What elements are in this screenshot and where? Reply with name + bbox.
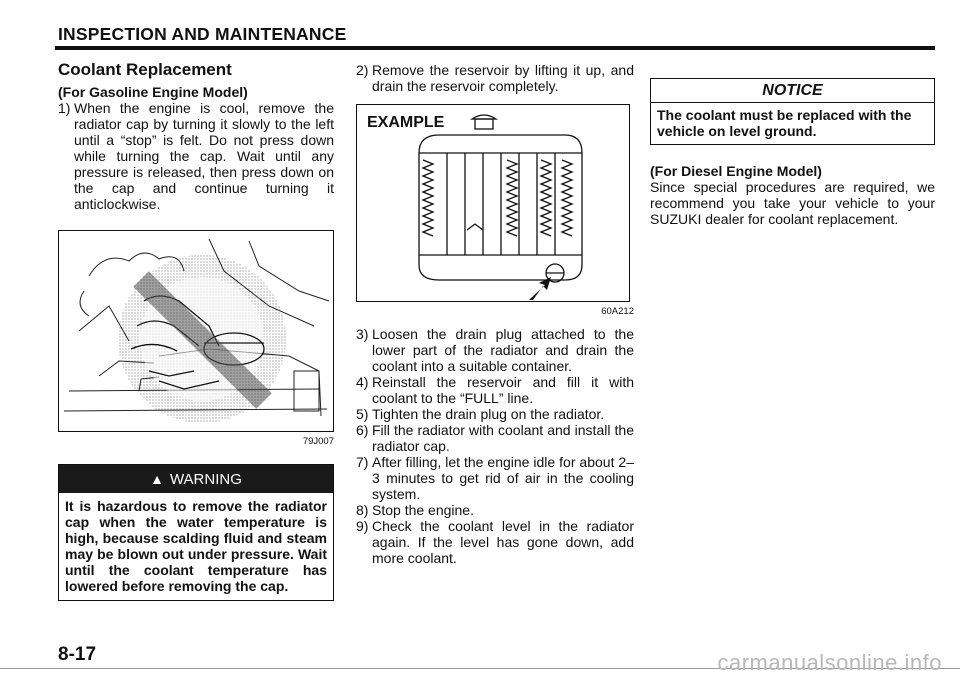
step-list [58, 100, 334, 212]
step-number: 2) [356, 62, 369, 78]
step-text: After filling, let the engine idle for about 2–3 minutes to get rid of air in the cooling system. [372, 454, 634, 502]
step-text: When the engine is cool, remove the radiator cap by turning it slowly to the left until a “stop” is felt. Do not press down while turning the cap. Wait until any pressure is released, then press down on the cap and continue turning it anticlockwise. [74, 100, 334, 212]
section-title: Coolant Replacement [58, 60, 232, 79]
step-list-bottom [356, 326, 634, 566]
step-item [58, 100, 334, 212]
warning-title: WARNING [169, 471, 242, 488]
no-hand-radiator-cap-drawing [59, 231, 332, 430]
step-text: Fill the radiator with coolant and install the radiator cap. [372, 422, 634, 454]
step-item [356, 502, 634, 518]
step-text: Tighten the drain plug on the radiator. [372, 406, 605, 422]
step-text: Reinstall the reservoir and fill it with coolant to the “FULL” line. [372, 374, 634, 406]
figure-code: 79J007 [302, 436, 334, 447]
step-number: 5) [356, 406, 369, 422]
warning-text: It is hazardous to remove the radiator cap when the water temperature is high, because scalding fluid and steam may be blown out under pressure. Wait until the coolant temperature has lowered before removing the cap. [65, 498, 327, 594]
step-item [356, 422, 634, 454]
step-number: 7) [356, 454, 369, 470]
step-text: Loosen the drain plug attached to the lower part of the radiator and drain the coolant into a suitable container. [372, 326, 634, 374]
diesel-text: Since special procedures are required, we recommend you take your vehicle to your SUZUKI dealer for coolant replacement. [650, 179, 935, 227]
watermark: carmanualsonline.info [717, 650, 942, 675]
step-item [356, 454, 634, 502]
warning-header [59, 465, 333, 493]
step-text: Stop the engine. [372, 502, 474, 518]
step-number: 4) [356, 374, 369, 390]
example-label: EXAMPLE [367, 114, 445, 131]
figure-code: 60A212 [601, 306, 634, 317]
left-column [58, 62, 334, 601]
step-text: Check the coolant level in the radiator again. If the level has gone down, add more coolant. [372, 518, 634, 566]
step-item [356, 518, 634, 566]
step-number: 9) [356, 518, 369, 534]
step-number: 8) [356, 502, 369, 518]
page-header-title: INSPECTION AND MAINTENANCE [58, 24, 347, 44]
step-item [356, 326, 634, 374]
gasoline-heading: (For Gasoline Engine Model) [58, 84, 248, 100]
notice-title: NOTICE [651, 79, 934, 103]
right-column [650, 78, 935, 227]
page-number: 8-17 [58, 644, 97, 665]
step-number: 3) [356, 326, 369, 342]
radiator-reservoir-drawing [357, 105, 628, 300]
notice-box [650, 78, 935, 145]
diesel-heading: (For Diesel Engine Model) [650, 163, 822, 179]
step-number: 6) [356, 422, 369, 438]
middle-column [356, 62, 634, 566]
header-rule [55, 46, 935, 50]
radiator-cap-illustration [58, 230, 334, 432]
step-list-top [356, 62, 634, 94]
step-item [356, 406, 634, 422]
step-number: 1) [58, 100, 71, 116]
step-text: Remove the reservoir by lifting it up, and drain the reservoir completely. [372, 62, 634, 94]
step-item [356, 374, 634, 406]
step-item [356, 62, 634, 94]
warning-box [58, 464, 334, 601]
notice-text: The coolant must be replaced with the vehicle on level ground. [657, 107, 912, 139]
warning-triangle-icon: ▲ [150, 471, 164, 487]
reservoir-example-figure [356, 104, 630, 302]
